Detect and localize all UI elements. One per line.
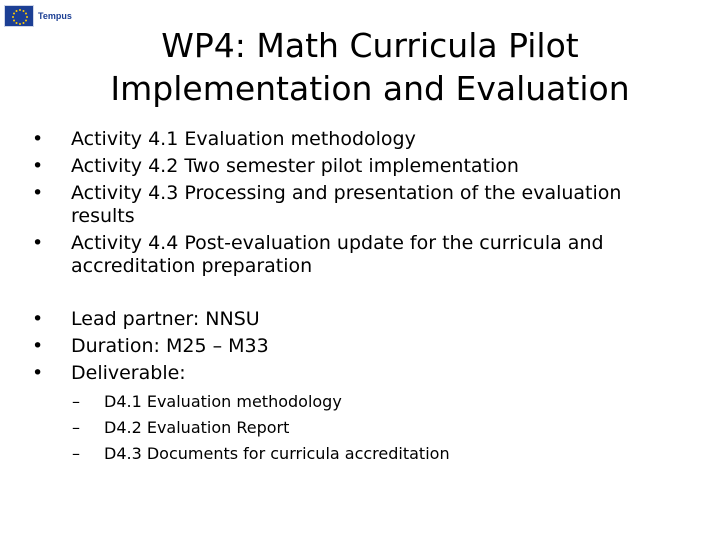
bullet-icon: • [32,335,44,357]
activity-text: Activity 4.3 Processing and presentation of the evaluation results [71,182,622,227]
bullet-icon: • [32,308,44,330]
eu-flag-icon [4,5,34,27]
duration-text: Duration: M25 – M33 [71,335,269,357]
list-item [30,232,680,278]
title-line-1: WP4: Math Curricula Pilot [161,26,579,65]
bullet-icon: • [32,128,44,150]
list-item [30,155,680,178]
list-item [30,335,680,358]
list-item [30,417,680,438]
activity-text: Activity 4.1 Evaluation methodology [71,128,416,150]
deliverable-text: D4.1 Evaluation methodology [104,392,342,411]
spacer [30,282,680,308]
bullet-icon: • [32,232,44,254]
slide-content [30,128,680,469]
dash-icon: – [72,418,80,437]
list-item [30,128,680,151]
list-item [30,308,680,331]
lead-partner-text: Lead partner: NNSU [71,308,260,330]
deliverable-label: Deliverable: [71,362,186,384]
list-item [30,443,680,464]
activity-text: Activity 4.2 Two semester pilot implementation [71,155,519,177]
activity-list [30,128,680,278]
list-item [30,182,680,228]
list-item [30,391,680,412]
dash-icon: – [72,392,80,411]
dash-icon: – [72,444,80,463]
bullet-icon: • [32,362,44,384]
title-line-2: Implementation and Evaluation [110,69,630,108]
logo-text: Tempus [38,11,72,21]
deliverable-text: D4.2 Evaluation Report [104,418,290,437]
activity-text: Activity 4.4 Post-evaluation update for the curricula and accreditation preparation [71,232,604,277]
bullet-icon: • [32,155,44,177]
bullet-icon: • [32,182,44,204]
slide-title [60,24,680,110]
deliverable-text: D4.3 Documents for curricula accreditation [104,444,450,463]
info-list [30,308,680,464]
list-item [30,362,680,464]
deliverable-list [30,391,680,464]
